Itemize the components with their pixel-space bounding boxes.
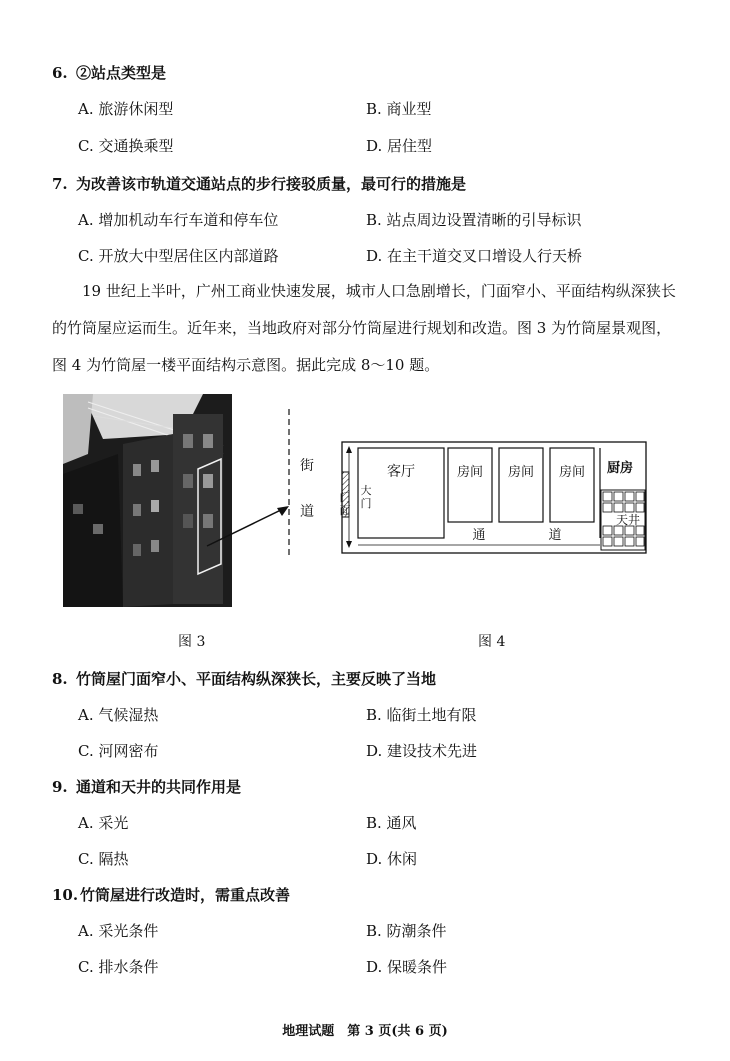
passage-line: 图 4 为竹筒屋一楼平面结构示意图。据此完成 8～10 题。 (52, 356, 440, 374)
question-7-option-b: B. 站点周边设置清晰的引导标识 (366, 211, 582, 229)
street-label-2: 道 (300, 504, 314, 520)
question-7-stem: 7. 为改善该市轨道交通站点的步行接驳质量，最可行的措施是 (52, 175, 467, 193)
room-1 (448, 448, 492, 522)
figure-4-caption: 图 4 (478, 634, 506, 650)
figure-4-floor-plan (276, 404, 656, 564)
page-footer: 地理试题 第 3 页(共 6 页) (282, 1024, 448, 1039)
corridor-label-1: 通 (472, 528, 486, 543)
figure-3-caption: 图 3 (178, 634, 206, 650)
courtyard-label: 天井 (615, 513, 641, 527)
gate-label-1: 大 (360, 484, 372, 497)
question-7-option-c: C. 开放大中型居住区内部道路 (78, 247, 279, 265)
question-8-option-a: A. 气候湿热 (78, 706, 159, 724)
question-8-option-d: D. 建设技术先进 (366, 742, 478, 760)
question-6-option-b: B. 商业型 (366, 100, 432, 118)
question-7-option-d: D. 在主干道交叉口增设人行天桥 (366, 247, 583, 265)
passage-line: 19 世纪上半叶，广州工商业快速发展，城市人口急剧增长，门面窄小、平面结构纵深狭长 (82, 282, 676, 300)
room-1-label: 房间 (456, 465, 484, 480)
question-10-stem: 10. 竹筒屋进行改造时，需重点改善 (52, 886, 291, 904)
question-8-stem: 8. 竹筒屋门面窄小、平面结构纵深狭长，主要反映了当地 (52, 670, 437, 688)
question-10-option-b: B. 防潮条件 (366, 922, 447, 940)
question-6-option-c: C. 交通换乘型 (78, 137, 174, 155)
gate-label-2: 门 (360, 497, 372, 510)
living-room-label: 客厅 (387, 464, 415, 480)
corridor-label-2: 道 (548, 528, 562, 543)
kitchen-label: 厨房 (606, 461, 634, 476)
question-9-option-b: B. 通风 (366, 814, 417, 832)
street-label-1: 街 (300, 458, 314, 474)
room-3-label: 房间 (558, 465, 586, 480)
passage (52, 273, 692, 384)
question-9-option-d: D. 休闲 (366, 850, 418, 868)
question-8-option-c: C. 河网密布 (78, 742, 159, 760)
question-7-option-a: A. 增加机动车行车道和停车位 (78, 211, 279, 229)
facade-label-1: 门 (339, 491, 351, 504)
question-10-option-c: C. 排水条件 (78, 958, 159, 976)
question-9-option-c: C. 隔热 (78, 850, 129, 868)
facade-label-2: 面 (339, 504, 351, 517)
room-2 (499, 448, 543, 522)
question-6-stem: 6. ②站点类型是 (52, 64, 167, 82)
question-10-option-d: D. 保暖条件 (366, 958, 448, 976)
room-2-label: 房间 (507, 465, 535, 480)
question-9-option-a: A. 采光 (78, 814, 129, 832)
question-8-option-b: B. 临街土地有限 (366, 706, 477, 724)
passage-line: 的竹筒屋应运而生。近年来，当地政府对部分竹筒屋进行规划和改造。图 3 为竹筒屋景观图， (52, 319, 672, 337)
room-3 (550, 448, 594, 522)
question-9-stem: 9. 通道和天井的共同作用是 (52, 778, 242, 796)
question-10-option-a: A. 采光条件 (78, 922, 159, 940)
question-6-option-a: A. 旅游休闲型 (78, 100, 174, 118)
question-6-option-d: D. 居住型 (366, 137, 433, 155)
